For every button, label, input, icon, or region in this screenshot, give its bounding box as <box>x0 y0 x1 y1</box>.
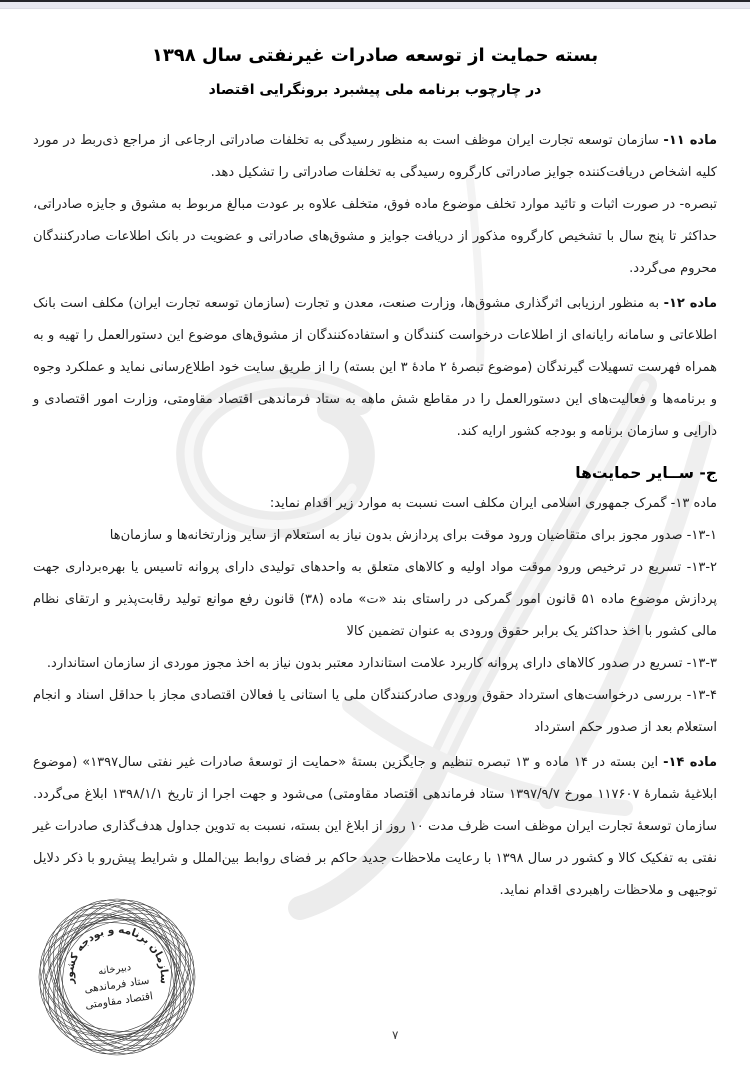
article-11-text: سازمان توسعه تجارت ایران موظف است به منظور رسیدگی به تخلفات صادراتی ارجاعی از مراجع ذی‌ربط در مورد کلیه اشخاص دریافت‌کننده جوایز صادراتی کارگروه رسیدگی به تخلفات صادراتی را تشکیل دهد. <box>33 133 717 180</box>
article-11-label: ماده ۱۱- <box>663 133 717 148</box>
article-12-text: به منظور ارزیابی اثرگذاری مشوق‌ها، وزارت صنعت، معدن و تجارت (سازمان توسعه تجارت ایران) مکلف است بانک اطلاعاتی و سامانه رایانه‌ای از اطلاعات درخواست کنندگان و استفاده‌کنندگان از مشوق‌های موضوع این دستورالعمل را تهیه و به همراه فهرست تسهیلات گیرندگان (موضوع تبصرهٔ ۲ مادهٔ ۳ این بسته) را از طریق سایت خود اطلاع‌رسانی نماید و عملکرد وجوه و برنامه‌ها و فعالیت‌های این دستورالعمل را در مقاطع شش ماهه به ستاد فرماندهی اقتصاد مقاومتی، وزارت امور اقتصادی و دارایی و سازمان برنامه و بودجه کشور ارایه کند. <box>33 296 717 439</box>
article-13-label: ماده ۱۳- <box>670 496 717 511</box>
document-subtitle: در چارچوب برنامه ملی پیشبرد برونگرایی اقتصاد <box>208 82 542 98</box>
article-12 <box>33 288 717 448</box>
section-c-heading: ج- ســایر حمایت‌ها <box>575 464 717 482</box>
item-13-3-label: ۱۳-۳- <box>686 656 717 671</box>
article-14-label: ماده ۱۴- <box>663 755 718 770</box>
article-11-note <box>33 189 717 285</box>
article-12-label: ماده ۱۲- <box>663 296 717 311</box>
article-14 <box>33 747 717 907</box>
article-13 <box>33 488 717 520</box>
document-body <box>0 9 750 907</box>
item-13-1-label: ۱۳-۱- <box>686 528 717 543</box>
article-11 <box>33 125 717 189</box>
note-label: تبصره- <box>679 197 717 212</box>
viewer-top-strip <box>0 2 750 9</box>
item-13-2-label: ۱۳-۲- <box>686 560 718 575</box>
article-13-text: گمرک جمهوری اسلامی ایران مکلف است نسبت به موارد زیر اقدام نماید: <box>269 496 667 511</box>
stamp-line-economy: اقتصاد مقاومتی <box>84 990 154 1012</box>
official-stamp <box>28 898 206 1060</box>
item-13-1-text: صدور مجوز برای متقاضیان ورود موقت برای پردازش بدون نیاز به استعلام از سایر وزارتخانه‌ها و سازمان‌ها <box>109 528 683 543</box>
document-title: بسته حمایت از توسعه صادرات غیرنفتی سال ۱۳۹۸ <box>151 45 599 66</box>
article-13-item-4 <box>33 680 717 744</box>
article-14-text: این بسته در ۱۴ ماده و ۱۳ تبصره تنظیم و جایگزین بستهٔ «حمایت از توسعهٔ صادرات غیر نفتی سال۱۳۹۷» (موضوع ابلاغیهٔ شمارهٔ ۱۱۷۶۰۷ مورخ ۱۳۹۷/۹/۷ ستاد فرماندهی اقتصاد مقاومتی) می‌شود و جهت اجرا از تاریخ ۱۳۹۸/۱/۱ ابلاغ می‌گردد. سازمان توسعهٔ تجارت ایران موظف است ظرف مدت ۱۰ روز از ابلاغ این بسته، نسبت به تدوین جداول هدف‌گذاری صادرات غیر نفتی به تفکیک کالا و کشور در سال ۱۳۹۸ با رعایت ملاحظات جدید حاکم بر فضای روابط بین‌الملل و شرایط پیش‌رو با ذکر دلایل توجیهی و ملاحظات راهبردی اقدام نماید. <box>33 755 717 898</box>
stamp-line-headquarters: ستاد فرماندهی <box>83 974 151 996</box>
article-13-item-3 <box>33 648 717 680</box>
item-13-4-label: ۱۳-۴- <box>686 688 717 703</box>
item-13-4-text: بررسی درخواست‌های استرداد حقوق ورودی صادرکنندگان ملی یا استانی یا فعالان اقتصادی مجاز با حداقل اسناد و انجام استعلام بعد از صدور حکم استرداد <box>33 688 717 735</box>
stamp-line-secretariat: دبیرخانه <box>97 961 132 978</box>
note-text: در صورت اثبات و تائید موارد تخلف موضوع ماده فوق، متخلف علاوه بر عودت مبالغ مربوط به مشوق و جایزه صادراتی، حداکثر تا پنج سال با تشخیص کارگروه مذکور از دریافت جوایز و مشوق‌های صادراتی و عضویت در بانک اطلاعات صادرکنندگان محروم می‌گردد. <box>33 197 717 276</box>
page-number: ۷ <box>392 1028 399 1042</box>
article-13-item-1 <box>33 520 717 552</box>
stamp-arc-text: سازمان برنامه و بودجه کشور <box>63 923 171 985</box>
item-13-3-text: تسریع در صدور کالاهای دارای پروانه کاربرد علامت استاندارد معتبر بدون نیاز به اخذ مجوز موردی از سازمان استاندارد. <box>46 656 683 671</box>
article-13-item-2 <box>33 552 717 648</box>
item-13-2-text: تسریع در ترخیص ورود موقت مواد اولیه و کالاهای متعلق به واحدهای تولیدی دارای پروانه تاسیس یا بهره‌برداری جهت پردازش موضوع ماده ۵۱ قانون امور گمرکی در راستای بند «ت» ماده (۳۸) قانون رفع موانع تولید رقابت‌پذیر و ارتقای نظام مالی کشور با اخذ حداکثر یک برابر حقوق ورودی به عنوان تضمین کالا <box>33 560 718 639</box>
